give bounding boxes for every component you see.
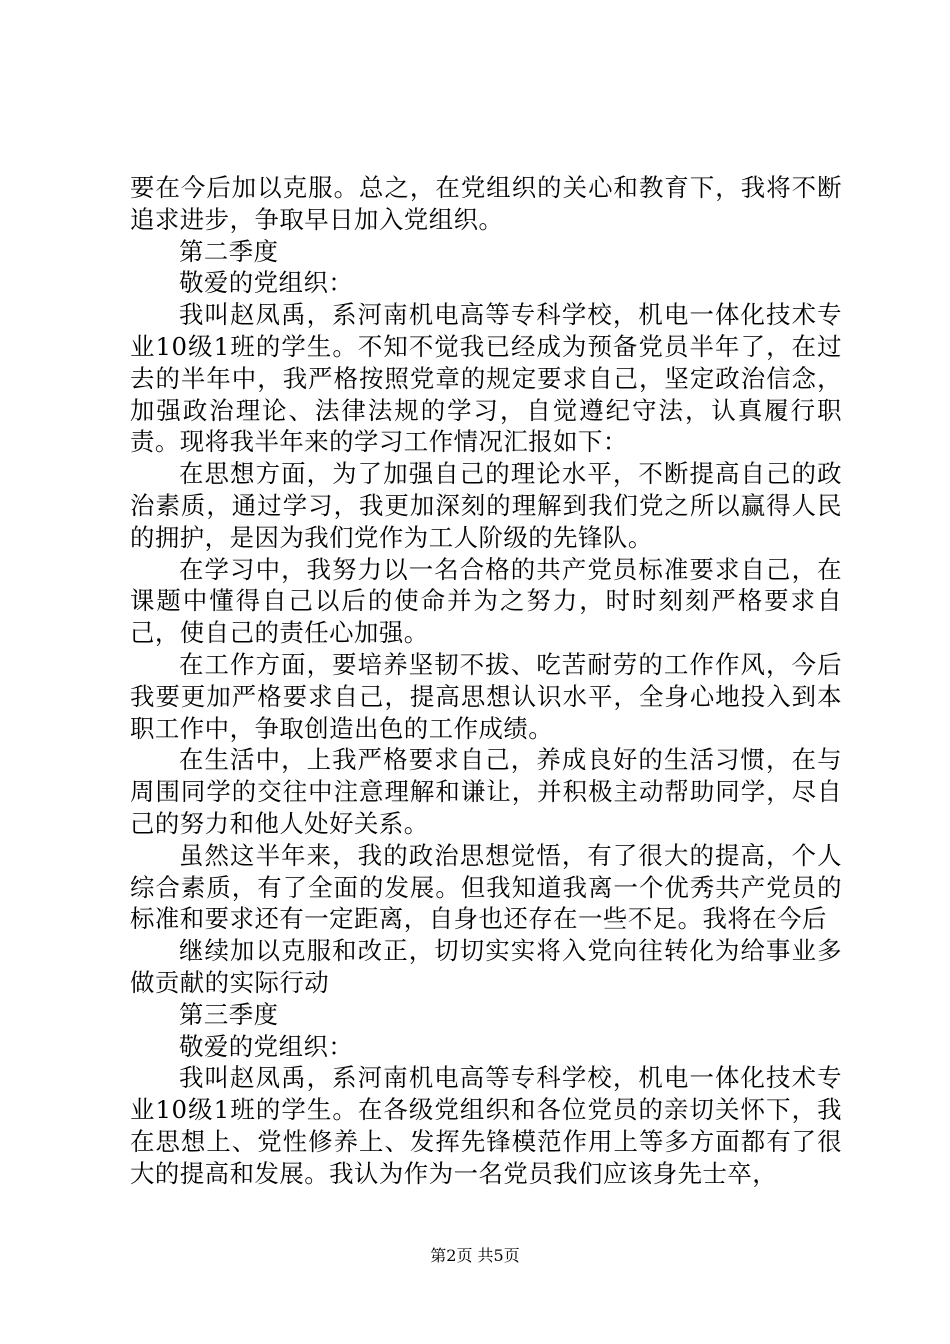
section-heading-q3: 第三季度: [179, 999, 279, 1029]
paragraph-continuation: 要在今后加以克服。总之，在党组织的关心和教育下，我将不断追求进步，争取早日加入党组织。: [130, 173, 842, 234]
paragraph: 继续加以克服和改正，切切实实将入党向往转化为给事业多做贡献的实际行动: [130, 936, 842, 997]
paragraph: 我叫赵凤禹，系河南机电高等专科学校，机电一体化技术专业10级1班的学生。不知不觉我已经成为预备党员半年了，在过去的半年中，我严格按照党章的规定要求自己，坚定政治信念，加强政治理论、法律法规的学习，自觉遵纪守法，认真履行职责。现将我半年来的学习工作情况汇报如下：: [130, 300, 842, 457]
paragraph: 在生活中，上我严格要求自己，养成良好的生活习惯，在与周围同学的交往中注意理解和谦让，并积极主动帮助同学，尽自己的努力和他人处好关系。: [130, 745, 842, 838]
paragraph: 在学习中，我努力以一名合格的共产党员标准要求自己，在课题中懂得自己以后的使命并为之努力，时时刻刻严格要求自己，使自己的责任心加强。: [130, 554, 842, 648]
salutation: 敬爱的党组织：: [179, 268, 354, 298]
section-heading-q2: 第二季度: [179, 236, 279, 266]
paragraph: 在工作方面，要培养坚韧不拔、吃苦耐劳的工作作风，今后我要更加严格要求自己，提高思想认识水平，全身心地投入到本职工作中，争取创造出色的工作成绩。: [130, 649, 842, 743]
paragraph: 虽然这半年来，我的政治思想觉悟，有了很大的提高，个人综合素质，有了全面的发展。但我知道我离一个优秀共产党员的标准和要求还有一定距离，自身也还存在一些不足。我将在今后: [130, 840, 842, 934]
salutation: 敬爱的党组织：: [179, 1031, 354, 1061]
paragraph: 我叫赵凤禹，系河南机电高等专科学校，机电一体化技术专业10级1班的学生。在各级党组织和各位党员的亲切关怀下，我在思想上、党性修养上、发挥先锋模范作用上等多方面都有了很大的提高和发展。我认为作为一名党员我们应该身先士卒，: [130, 1063, 842, 1188]
page-number-footer: 第2页 共5页: [430, 1246, 520, 1265]
paragraph: 在思想方面，为了加强自己的理论水平，不断提高自己的政治素质，通过学习，我更加深刻的理解到我们党之所以赢得人民的拥护，是因为我们党作为工人阶级的先锋队。: [130, 459, 842, 552]
document-body: [130, 172, 842, 1190]
